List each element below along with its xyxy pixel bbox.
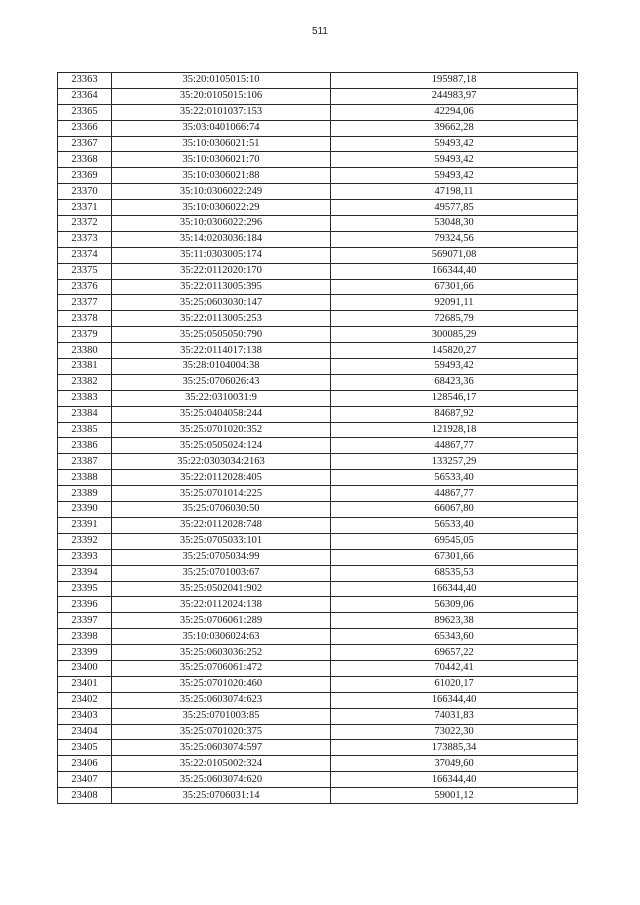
cadastral-value-cell: 56533,40 xyxy=(331,517,578,533)
cadastral-number-cell: 35:25:0706030:50 xyxy=(112,502,331,518)
table-row xyxy=(58,168,578,184)
cadastral-value-cell: 79324,56 xyxy=(331,231,578,247)
row-number-cell: 23382 xyxy=(58,374,112,390)
cadastral-number-cell: 35:10:0306022:29 xyxy=(112,200,331,216)
cadastral-value-cell: 166344,40 xyxy=(331,772,578,788)
cadastral-value-cell: 300085,29 xyxy=(331,327,578,343)
cadastral-value-cell: 73022,30 xyxy=(331,724,578,740)
row-number-cell: 23385 xyxy=(58,422,112,438)
cadastral-number-cell: 35:22:0310031:9 xyxy=(112,390,331,406)
cadastral-number-cell: 35:25:0701003:85 xyxy=(112,708,331,724)
cadastral-value-cell: 44867,77 xyxy=(331,438,578,454)
cadastral-number-cell: 35:25:0603030:147 xyxy=(112,295,331,311)
row-number-cell: 23377 xyxy=(58,295,112,311)
table-row xyxy=(58,692,578,708)
table-row xyxy=(58,73,578,89)
cadastral-number-cell: 35:28:0104004:38 xyxy=(112,359,331,375)
cadastral-value-cell: 569071,08 xyxy=(331,247,578,263)
table-row xyxy=(58,406,578,422)
cadastral-number-cell: 35:25:0701020:460 xyxy=(112,676,331,692)
table-row xyxy=(58,660,578,676)
row-number-cell: 23369 xyxy=(58,168,112,184)
cadastral-number-cell: 35:22:0303034:2163 xyxy=(112,454,331,470)
cadastral-value-cell: 128546,17 xyxy=(331,390,578,406)
cadastral-value-cell: 121928,18 xyxy=(331,422,578,438)
cadastral-value-cell: 145820,27 xyxy=(331,343,578,359)
cadastral-value-table xyxy=(57,72,578,804)
table-row xyxy=(58,136,578,152)
row-number-cell: 23399 xyxy=(58,645,112,661)
table-row xyxy=(58,200,578,216)
table-row xyxy=(58,533,578,549)
row-number-cell: 23376 xyxy=(58,279,112,295)
table-body xyxy=(58,73,578,804)
cadastral-number-cell: 35:25:0706061:472 xyxy=(112,660,331,676)
cadastral-value-cell: 59493,42 xyxy=(331,136,578,152)
table-row xyxy=(58,120,578,136)
cadastral-value-cell: 68423,36 xyxy=(331,374,578,390)
row-number-cell: 23386 xyxy=(58,438,112,454)
cadastral-number-cell: 35:10:0306021:51 xyxy=(112,136,331,152)
table-row xyxy=(58,470,578,486)
table-row xyxy=(58,645,578,661)
cadastral-number-cell: 35:10:0306022:296 xyxy=(112,216,331,232)
row-number-cell: 23378 xyxy=(58,311,112,327)
row-number-cell: 23398 xyxy=(58,629,112,645)
cadastral-number-cell: 35:25:0603074:620 xyxy=(112,772,331,788)
cadastral-number-cell: 35:20:0105015:106 xyxy=(112,88,331,104)
cadastral-number-cell: 35:25:0603074:597 xyxy=(112,740,331,756)
row-number-cell: 23372 xyxy=(58,216,112,232)
table-row xyxy=(58,724,578,740)
cadastral-value-cell: 69545,05 xyxy=(331,533,578,549)
cadastral-value-cell: 74031,83 xyxy=(331,708,578,724)
table-row xyxy=(58,629,578,645)
row-number-cell: 23401 xyxy=(58,676,112,692)
row-number-cell: 23406 xyxy=(58,756,112,772)
cadastral-value-cell: 66067,80 xyxy=(331,502,578,518)
cadastral-number-cell: 35:25:0706031:14 xyxy=(112,788,331,804)
table-row xyxy=(58,374,578,390)
cadastral-number-cell: 35:10:0306022:249 xyxy=(112,184,331,200)
cadastral-number-cell: 35:14:0203036:184 xyxy=(112,231,331,247)
cadastral-value-cell: 37049,60 xyxy=(331,756,578,772)
table-row xyxy=(58,454,578,470)
cadastral-value-cell: 47198,11 xyxy=(331,184,578,200)
cadastral-number-cell: 35:25:0705034:99 xyxy=(112,549,331,565)
row-number-cell: 23408 xyxy=(58,788,112,804)
cadastral-value-cell: 59493,42 xyxy=(331,359,578,375)
cadastral-number-cell: 35:20:0105015:10 xyxy=(112,73,331,89)
cadastral-number-cell: 35:25:0701003:67 xyxy=(112,565,331,581)
cadastral-value-cell: 133257,29 xyxy=(331,454,578,470)
table-row xyxy=(58,740,578,756)
table-row xyxy=(58,104,578,120)
cadastral-number-cell: 35:25:0701020:375 xyxy=(112,724,331,740)
cadastral-value-cell: 44867,77 xyxy=(331,486,578,502)
row-number-cell: 23407 xyxy=(58,772,112,788)
row-number-cell: 23365 xyxy=(58,104,112,120)
row-number-cell: 23370 xyxy=(58,184,112,200)
table-row xyxy=(58,422,578,438)
table-row xyxy=(58,152,578,168)
cadastral-value-cell: 72685,79 xyxy=(331,311,578,327)
cadastral-value-cell: 59001,12 xyxy=(331,788,578,804)
table-row xyxy=(58,279,578,295)
cadastral-number-cell: 35:10:0306021:88 xyxy=(112,168,331,184)
cadastral-value-cell: 61020,17 xyxy=(331,676,578,692)
cadastral-value-cell: 49577,85 xyxy=(331,200,578,216)
cadastral-number-cell: 35:25:0706061:289 xyxy=(112,613,331,629)
row-number-cell: 23405 xyxy=(58,740,112,756)
table-row xyxy=(58,613,578,629)
table-row xyxy=(58,486,578,502)
cadastral-value-cell: 65343,60 xyxy=(331,629,578,645)
cadastral-number-cell: 35:22:0114017:138 xyxy=(112,343,331,359)
table-row xyxy=(58,565,578,581)
table-row xyxy=(58,581,578,597)
row-number-cell: 23397 xyxy=(58,613,112,629)
cadastral-number-cell: 35:25:0505024:124 xyxy=(112,438,331,454)
row-number-cell: 23363 xyxy=(58,73,112,89)
cadastral-number-cell: 35:22:0113005:395 xyxy=(112,279,331,295)
row-number-cell: 23404 xyxy=(58,724,112,740)
cadastral-number-cell: 35:25:0505050:790 xyxy=(112,327,331,343)
table-row xyxy=(58,390,578,406)
row-number-cell: 23374 xyxy=(58,247,112,263)
row-number-cell: 23373 xyxy=(58,231,112,247)
row-number-cell: 23380 xyxy=(58,343,112,359)
cadastral-number-cell: 35:25:0701014:225 xyxy=(112,486,331,502)
cadastral-value-cell: 84687,92 xyxy=(331,406,578,422)
cadastral-number-cell: 35:22:0112024:138 xyxy=(112,597,331,613)
table-row xyxy=(58,517,578,533)
row-number-cell: 23367 xyxy=(58,136,112,152)
cadastral-number-cell: 35:22:0113005:253 xyxy=(112,311,331,327)
cadastral-value-cell: 166344,40 xyxy=(331,692,578,708)
table-row xyxy=(58,676,578,692)
table-row xyxy=(58,263,578,279)
cadastral-number-cell: 35:25:0603074:623 xyxy=(112,692,331,708)
cadastral-value-cell: 166344,40 xyxy=(331,581,578,597)
table-row xyxy=(58,772,578,788)
cadastral-value-cell: 56533,40 xyxy=(331,470,578,486)
table-row xyxy=(58,88,578,104)
row-number-cell: 23389 xyxy=(58,486,112,502)
table-row xyxy=(58,438,578,454)
cadastral-value-cell: 67301,66 xyxy=(331,279,578,295)
row-number-cell: 23403 xyxy=(58,708,112,724)
cadastral-value-cell: 92091,11 xyxy=(331,295,578,311)
row-number-cell: 23379 xyxy=(58,327,112,343)
cadastral-value-cell: 42294,06 xyxy=(331,104,578,120)
cadastral-number-cell: 35:10:0306021:70 xyxy=(112,152,331,168)
table-row xyxy=(58,184,578,200)
row-number-cell: 23400 xyxy=(58,660,112,676)
page-number: 511 xyxy=(312,26,328,37)
cadastral-value-cell: 59493,42 xyxy=(331,152,578,168)
row-number-cell: 23391 xyxy=(58,517,112,533)
cadastral-number-cell: 35:25:0502041:902 xyxy=(112,581,331,597)
cadastral-value-cell: 69657,22 xyxy=(331,645,578,661)
cadastral-number-cell: 35:22:0112028:748 xyxy=(112,517,331,533)
table-row xyxy=(58,502,578,518)
cadastral-value-cell: 195987,18 xyxy=(331,73,578,89)
table-row xyxy=(58,295,578,311)
row-number-cell: 23375 xyxy=(58,263,112,279)
cadastral-number-cell: 35:25:0404058:244 xyxy=(112,406,331,422)
row-number-cell: 23402 xyxy=(58,692,112,708)
row-number-cell: 23368 xyxy=(58,152,112,168)
cadastral-value-cell: 67301,66 xyxy=(331,549,578,565)
table-row xyxy=(58,343,578,359)
table-row xyxy=(58,788,578,804)
row-number-cell: 23387 xyxy=(58,454,112,470)
row-number-cell: 23381 xyxy=(58,359,112,375)
cadastral-number-cell: 35:10:0306024:63 xyxy=(112,629,331,645)
cadastral-value-cell: 173885,34 xyxy=(331,740,578,756)
row-number-cell: 23383 xyxy=(58,390,112,406)
cadastral-value-cell: 244983,97 xyxy=(331,88,578,104)
cadastral-number-cell: 35:11:0303005:174 xyxy=(112,247,331,263)
table-row xyxy=(58,597,578,613)
cadastral-number-cell: 35:22:0105002:324 xyxy=(112,756,331,772)
table-row xyxy=(58,327,578,343)
cadastral-value-cell: 39662,28 xyxy=(331,120,578,136)
row-number-cell: 23392 xyxy=(58,533,112,549)
row-number-cell: 23394 xyxy=(58,565,112,581)
table-row xyxy=(58,231,578,247)
cadastral-value-cell: 59493,42 xyxy=(331,168,578,184)
cadastral-value-cell: 56309,06 xyxy=(331,597,578,613)
cadastral-value-cell: 68535,53 xyxy=(331,565,578,581)
table-row xyxy=(58,247,578,263)
cadastral-value-cell: 166344,40 xyxy=(331,263,578,279)
cadastral-number-cell: 35:25:0701020:352 xyxy=(112,422,331,438)
row-number-cell: 23393 xyxy=(58,549,112,565)
row-number-cell: 23364 xyxy=(58,88,112,104)
cadastral-number-cell: 35:22:0112020:170 xyxy=(112,263,331,279)
cadastral-value-cell: 70442,41 xyxy=(331,660,578,676)
table-row xyxy=(58,311,578,327)
cadastral-number-cell: 35:25:0603036:252 xyxy=(112,645,331,661)
row-number-cell: 23366 xyxy=(58,120,112,136)
table-row xyxy=(58,708,578,724)
row-number-cell: 23390 xyxy=(58,502,112,518)
table-row xyxy=(58,549,578,565)
cadastral-number-cell: 35:25:0705033:101 xyxy=(112,533,331,549)
cadastral-number-cell: 35:25:0706026:43 xyxy=(112,374,331,390)
cadastral-number-cell: 35:22:0112028:405 xyxy=(112,470,331,486)
table-row xyxy=(58,216,578,232)
row-number-cell: 23371 xyxy=(58,200,112,216)
cadastral-value-cell: 53048,30 xyxy=(331,216,578,232)
cadastral-number-cell: 35:22:0101037:153 xyxy=(112,104,331,120)
row-number-cell: 23384 xyxy=(58,406,112,422)
row-number-cell: 23396 xyxy=(58,597,112,613)
cadastral-number-cell: 35:03:0401066:74 xyxy=(112,120,331,136)
row-number-cell: 23388 xyxy=(58,470,112,486)
row-number-cell: 23395 xyxy=(58,581,112,597)
table-row xyxy=(58,359,578,375)
table-row xyxy=(58,756,578,772)
cadastral-value-cell: 89623,38 xyxy=(331,613,578,629)
